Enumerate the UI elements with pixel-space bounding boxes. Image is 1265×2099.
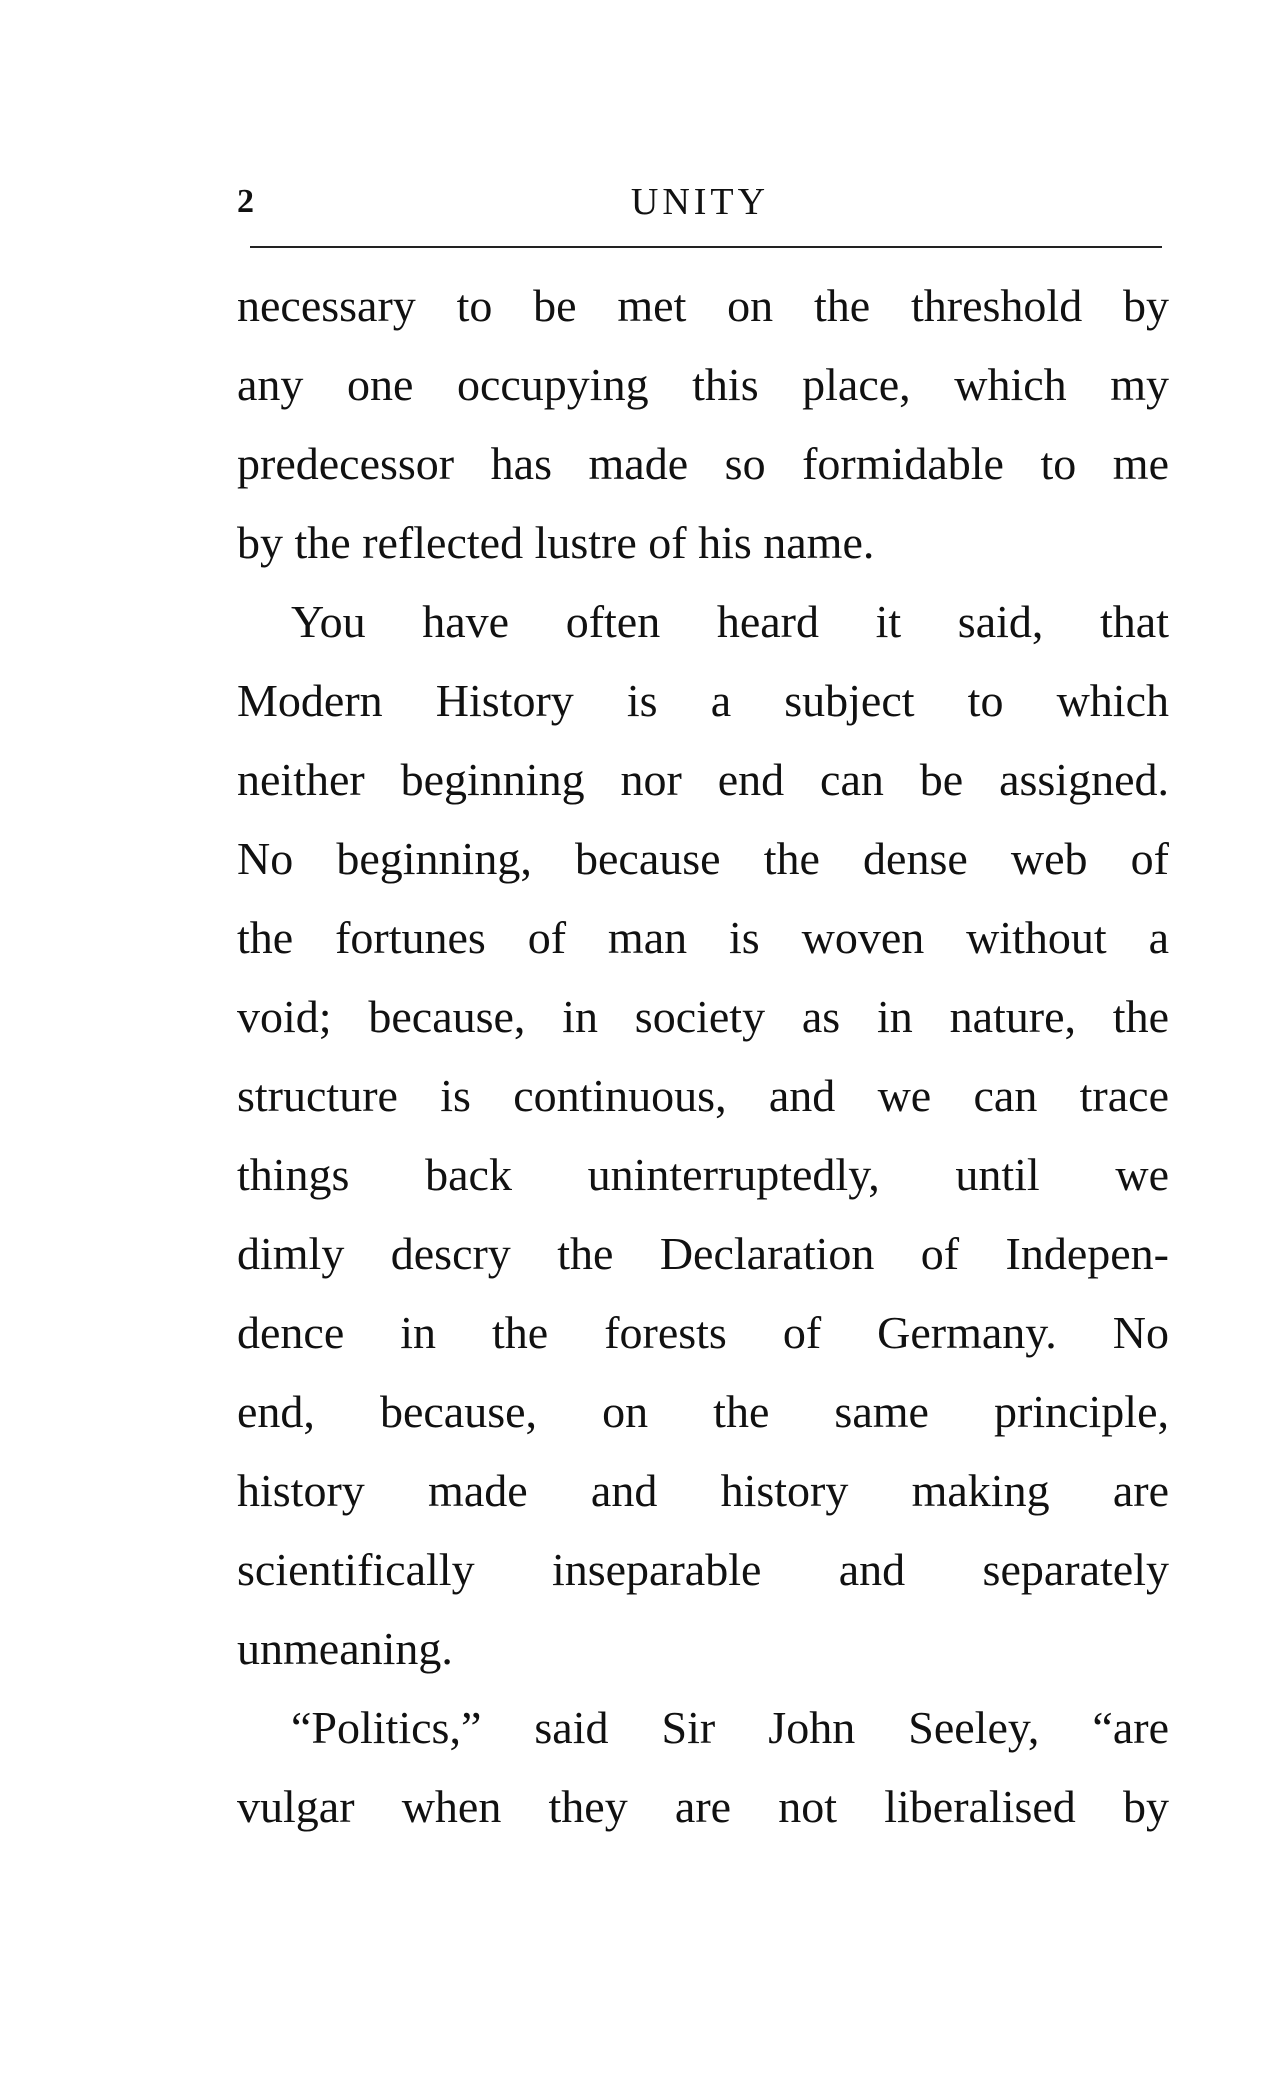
text-line: Modern History is a subject to which [237,675,1169,726]
text-line: dimly descry the Declaration of Indepen- [237,1228,1169,1279]
text-line: neither beginning nor end can be assigned. [237,754,1169,805]
running-title: UNITY [630,181,770,223]
text-line: “Politics,” said Sir John Seeley, “are [291,1702,1169,1753]
running-head [237,178,1163,226]
text-line: necessary to be met on the threshold by [237,280,1169,331]
text-line: predecessor has made so formidable to me [237,438,1169,489]
text-line: unmeaning. [237,1623,453,1674]
text-line: scientifically inseparable and separately [237,1544,1169,1595]
text-line: void; because, in society as in nature, the [237,991,1169,1042]
text-line: by the reflected lustre of his name. [237,517,875,568]
body-text [237,266,1169,1846]
page-number: 2 [237,183,254,220]
text-line: end, because, on the same principle, [237,1386,1169,1437]
text-line: any one occupying this place, which my [237,359,1169,410]
text-line: history made and history making are [237,1465,1169,1516]
text-line: things back uninterruptedly, until we [237,1149,1169,1200]
text-line: the fortunes of man is woven without a [237,912,1169,963]
text-line: vulgar when they are not liberalised by [237,1781,1169,1832]
text-line: No beginning, because the dense web of [237,833,1169,884]
header-rule [250,246,1162,248]
text-line: dence in the forests of Germany. No [237,1307,1169,1358]
text-line: You have often heard it said, that [291,596,1169,647]
text-line: structure is continuous, and we can trace [237,1070,1169,1121]
